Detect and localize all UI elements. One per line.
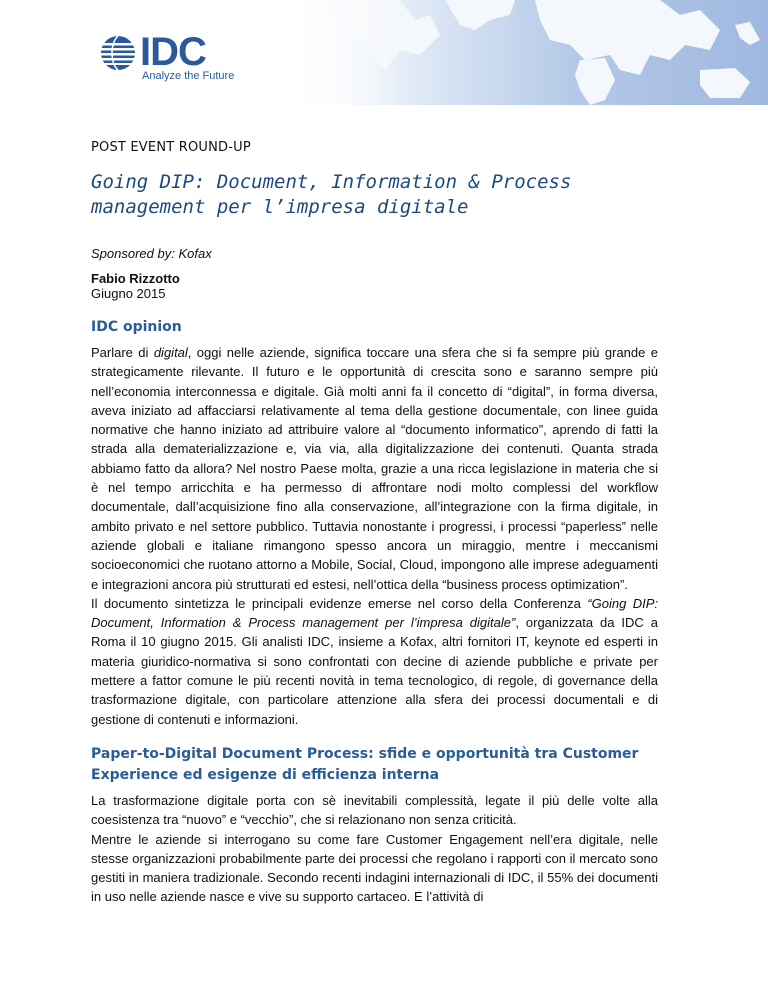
- text-run: , oggi nelle aziende, significa toccare una sfera che si fa sempre più grande e strategicamente rilevante. Il futuro e le opportunità di crescita sono e saranno sempre più nell’economia interconnessa e digitale. Già molti anni fa il concetto di “digital”, in forma diversa, aveva iniziato ad affacciarsi relativamente al tema della gestione documentale, con linee guida normative che hanno iniziato ad attribuire valore al “documento informatico”, aprendo di fatti la strada alla dematerializzazione e, via via, alla digitalizzazione dei contenuti. Quanta strada abbiamo fatto da allora? Nel nostro Paese molta, grazie a una ricca legislazione in materia che si è nel tempo arricchita e ha permesso di affrontare nodi molto complessi del workflow documentale, dall’acquisizione fino alla conservazione, all’integrazione con la firma digitale, in ambito privato e nel settore pubblico. Tuttavia nonostante i progressi, i processi “paperless” nelle aziende globali e italiane rimangono spesso ancora un miraggio, mentre i meccanismi socioeconomici che ruotano attorno a Mobile, Social, Cloud, impongono alle imprese adeguamenti e integrazioni ancora più strutturati ed estesi, nell’ottica della “business process optimization”.: [91, 345, 658, 592]
- document-body: [91, 140, 658, 907]
- document-title: [91, 170, 658, 220]
- globe-logo-icon: [100, 35, 136, 71]
- title-line-2: management per l’impresa digitale: [91, 196, 469, 218]
- logo-tagline: Analyze the Future: [142, 70, 235, 82]
- publication-date: Giugno 2015: [91, 286, 166, 301]
- section-heading-paper-to-digital: Paper-to-Digital Document Process: sfide e opportunità tra Customer Experience ed esigenze di efficienza interna: [91, 745, 639, 783]
- world-map-icon: [280, 0, 768, 105]
- logo-wordmark: IDC: [140, 30, 206, 74]
- header-banner: [0, 0, 768, 105]
- document-type-label: POST EVENT ROUND-UP: [91, 140, 251, 155]
- text-run: , organizzata da IDC a Roma il 10 giugno 2015. Gli analisti IDC, insieme a Kofax, altri fornitori IT, keynote ed esperti in materia giuridico-normativa si sono confrontati con decine di aziende pubbliche e private per mettere a fattor comune le più recenti novità in tema tecnologico, di regole, di governance della trasformazione digitale, con particolare attenzione alla sfera dei processi documentali e di gestione di contenuti e informazioni.: [91, 615, 658, 727]
- section-heading-idc-opinion: IDC opinion: [91, 319, 182, 335]
- author-name: Fabio Rizzotto: [91, 271, 180, 286]
- text-run: La trasformazione digitale porta con sè inevitabili complessità, legate il più delle volte alla coesistenza tra “nuovo” e “vecchio”, che si relazionano non senza criticità.: [91, 792, 658, 828]
- text-run: Mentre le aziende si interrogano su come fare Customer Engagement nell’era digitale, nelle stesse organizzazioni probabilmente parte dei processi che regolano i rapporti con il mercato sono gestiti in maniera tradizionale. Secondo recenti indagini internazionali di IDC, il 55% dei documenti in uso nelle aziende nasce e vive su supporto cartaceo. E l’attività di: [91, 831, 658, 905]
- sponsor-line: Sponsored by: Kofax: [91, 246, 212, 261]
- opinion-paragraph: [91, 343, 658, 729]
- text-run: Il documento sintetizza le principali evidenze emerse nel corso della Conferenza: [91, 595, 588, 611]
- paper-paragraph: [91, 791, 658, 907]
- text-run: Parlare di: [91, 345, 154, 360]
- conference-name: “Going DIP: Document, Information & Process management per l’impresa digitale”: [91, 595, 659, 631]
- idc-logo: [100, 30, 280, 85]
- emphasis-digital: digital: [153, 345, 188, 360]
- title-line-1: Going DIP: Document, Information & Process: [91, 171, 572, 193]
- author-block: [91, 271, 658, 301]
